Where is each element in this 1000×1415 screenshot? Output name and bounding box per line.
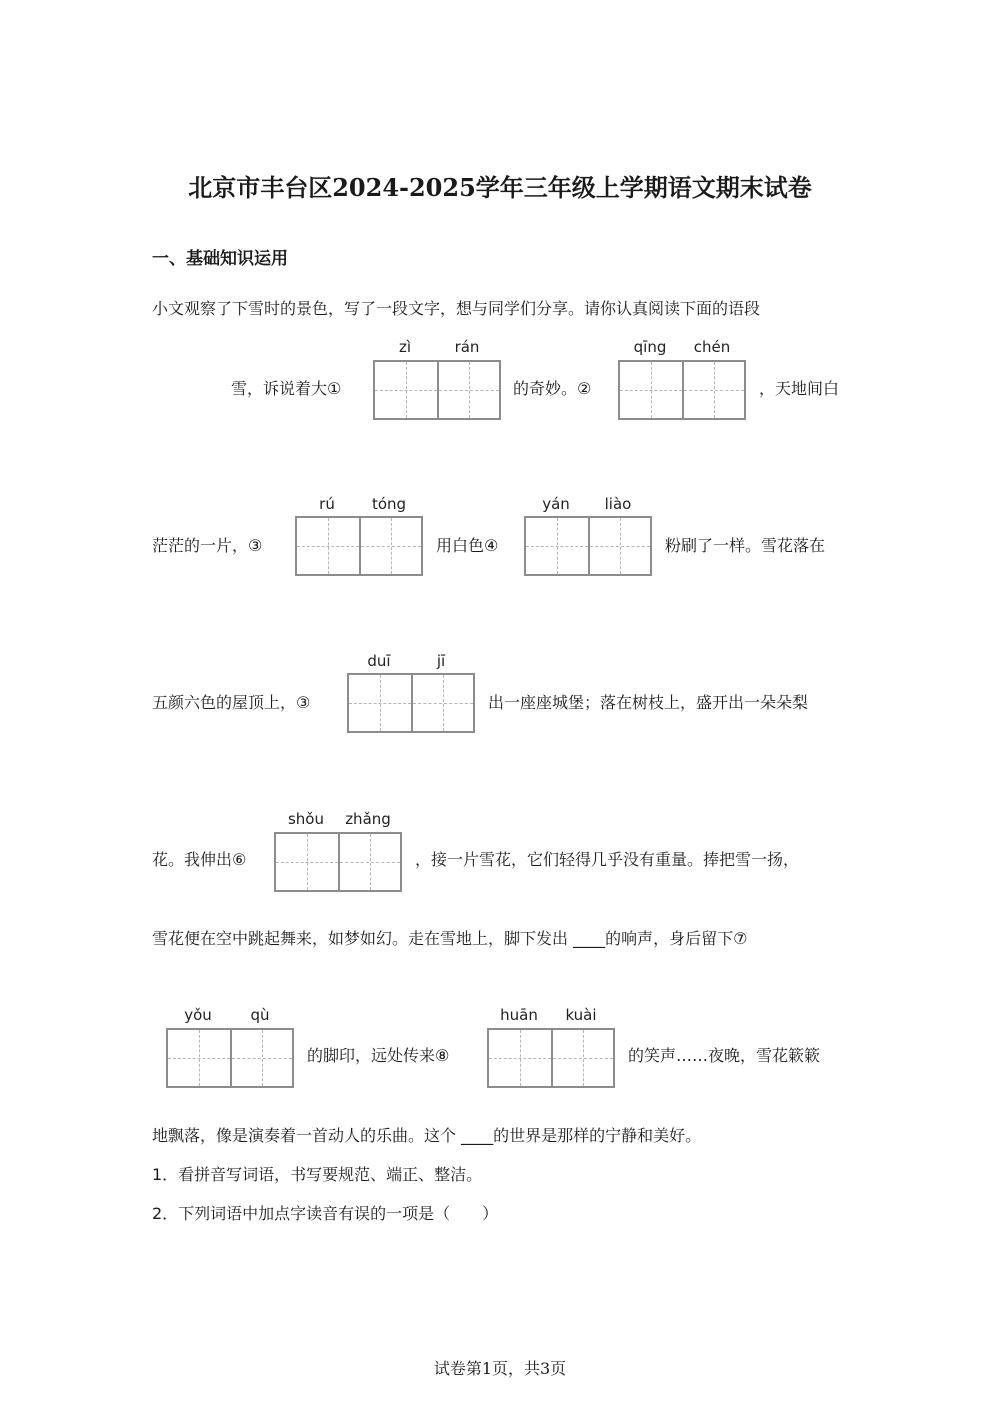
writing-grid-5[interactable] (347, 673, 475, 733)
passage-line-3b: 出一座座城堡；落在树枝上，盛开出一朵朵梨 (488, 693, 809, 712)
passage-line-4a: 花。我伸出⑥ (152, 850, 247, 869)
passage-line-2a: 茫茫的一片，③ (152, 536, 263, 555)
question-2: 2．下列词语中加点字读音有误的一项是（ ） (152, 1204, 499, 1223)
pinyin-7-1: yǒu (184, 1006, 212, 1024)
passage-line-5: 雪花便在空中跳起舞来，如梦如幻。走在雪地上，脚下发出 ____的响声，身后留下⑦ (152, 929, 748, 948)
question-1: 1．看拼音写词语，书写要规范、端正、整洁。 (152, 1165, 483, 1184)
writing-grid-8[interactable] (487, 1028, 615, 1088)
section-heading: 一、基础知识运用 (152, 249, 288, 269)
pinyin-8-1: huān (500, 1006, 538, 1024)
page-title: 北京市丰台区2024-2025学年三年级上学期语文期末试卷 (188, 173, 812, 202)
writing-grid-1[interactable] (373, 360, 501, 420)
pinyin-4-2: liào (604, 495, 632, 513)
pinyin-6-2: zhǎng (345, 810, 391, 828)
passage-line-1a: 雪，诉说着大① (231, 379, 342, 398)
pinyin-7-2: qù (250, 1006, 270, 1024)
pinyin-1-2: rán (454, 338, 480, 356)
pinyin-2-2: chén (693, 338, 731, 356)
passage-line-1c: ，天地间白 (759, 379, 840, 398)
writing-grid-6[interactable] (274, 832, 402, 892)
pinyin-2-1: qīng (633, 338, 667, 356)
passage-line-6b: 的脚印，远处传来⑧ (307, 1046, 450, 1065)
writing-grid-7[interactable] (166, 1028, 294, 1088)
passage-line-6c: 的笑声……夜晚，雪花簌簌 (628, 1046, 821, 1065)
pinyin-4-1: yán (542, 495, 570, 513)
intro-text: 小文观察了下雪时的景色，写了一段文字，想与同学们分享。请你认真阅读下面的语段 (152, 299, 761, 318)
pinyin-5-1: duī (367, 652, 391, 670)
writing-grid-3[interactable] (295, 516, 423, 576)
passage-line-2b: 用白色④ (436, 536, 499, 555)
passage-line-3a: 五颜六色的屋顶上，③ (152, 693, 311, 712)
pinyin-3-2: tóng (371, 495, 407, 513)
passage-line-7: 地飘落，像是演奏着一首动人的乐曲。这个 ____的世界是那样的宁静和美好。 (152, 1126, 702, 1145)
passage-line-2c: 粉刷了一样。雪花落在 (665, 536, 826, 555)
pinyin-5-2: jī (436, 652, 446, 670)
pinyin-3-1: rú (319, 495, 335, 513)
writing-grid-2[interactable] (618, 360, 746, 420)
pinyin-1-1: zì (398, 338, 412, 356)
passage-line-4b: ，接一片雪花，它们轻得几乎没有重量。捧把雪一扬， (415, 850, 800, 869)
page-footer: 试卷第1页，共3页 (433, 1359, 567, 1378)
passage-line-1b: 的奇妙。② (513, 379, 592, 398)
pinyin-6-1: shǒu (287, 810, 324, 828)
pinyin-8-2: kuài (565, 1006, 597, 1024)
writing-grid-4[interactable] (524, 516, 652, 576)
